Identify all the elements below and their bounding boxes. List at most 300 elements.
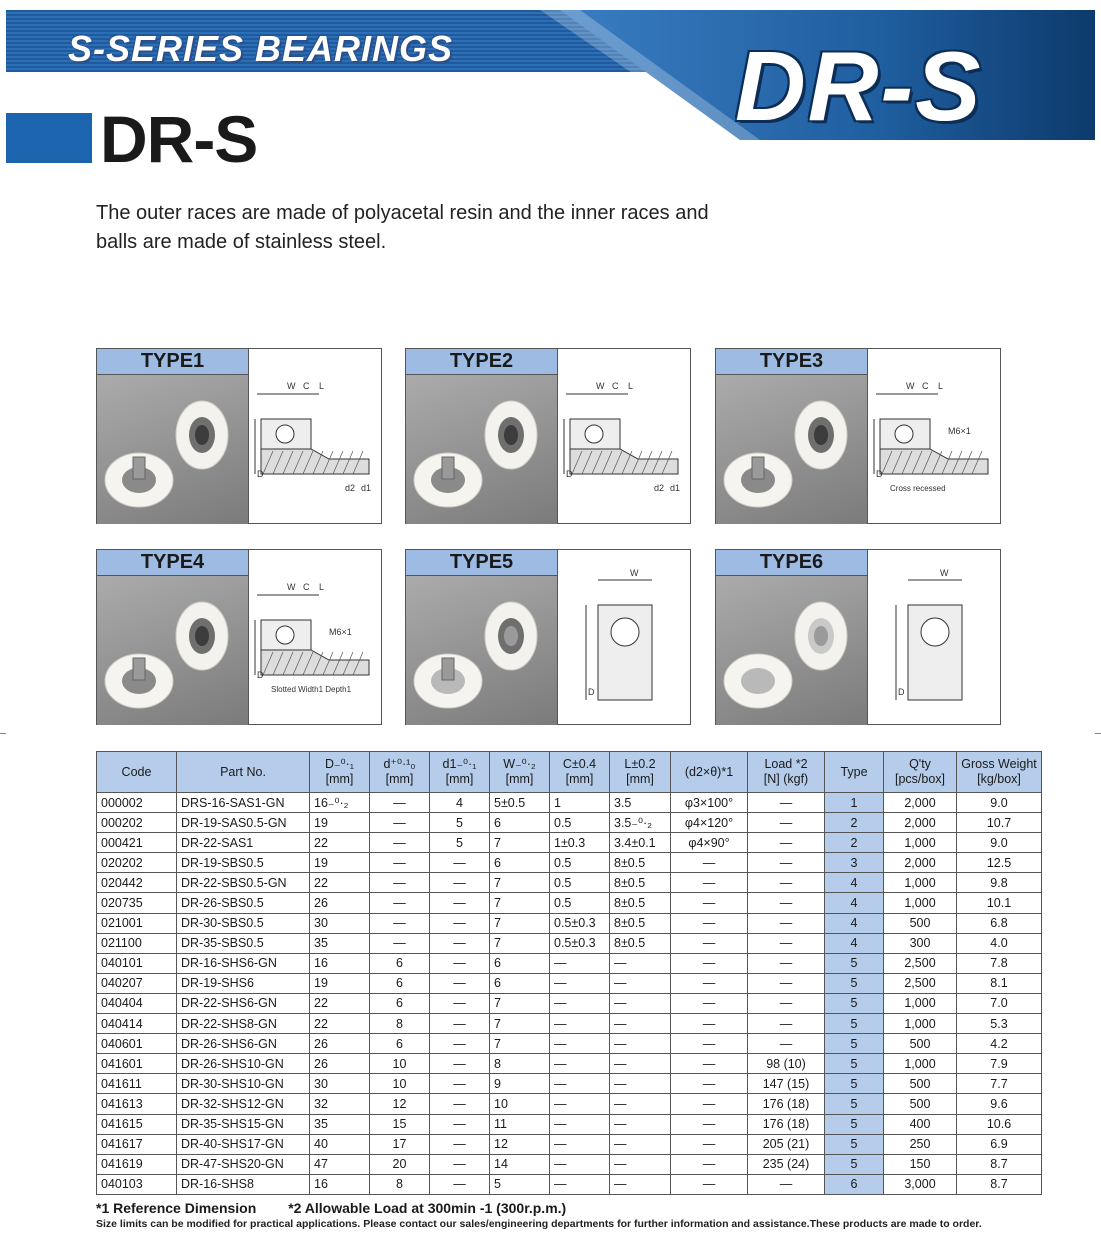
table-cell: — [550, 1054, 610, 1074]
table-cell: — [430, 1174, 490, 1194]
table-cell: 7 [490, 1034, 550, 1054]
table-cell: — [430, 873, 490, 893]
table-cell: 6 [370, 953, 430, 973]
dimension-label: L [319, 381, 325, 391]
table-cell: 6 [370, 993, 430, 1013]
footnote-2: *2 Allowable Load at 300min -1 (300r.p.m.) [288, 1200, 567, 1216]
lower-dimension-label: d1 [670, 483, 681, 493]
table-cell: 7 [490, 1014, 550, 1034]
table-cell: 1,000 [884, 833, 957, 853]
table-cell: 98 (10) [748, 1054, 825, 1074]
bearing-photo [97, 375, 249, 524]
table-cell: 7.8 [957, 953, 1042, 973]
bearing-photo-graphic [97, 576, 248, 725]
cross-section-drawing [249, 349, 381, 523]
table-cell: DR-22-SAS1 [177, 833, 310, 853]
title-accent-bar [6, 113, 92, 163]
dimension-label: W [596, 381, 605, 391]
table-cell: — [430, 1094, 490, 1114]
table-cell: 7 [490, 993, 550, 1013]
table-cell: 22 [310, 1014, 370, 1034]
table-cell: 16 [310, 1174, 370, 1194]
table-cell: — [671, 953, 748, 973]
table-cell: 500 [884, 1034, 957, 1054]
table-cell: — [610, 1074, 671, 1094]
table-cell: 2 [825, 813, 884, 833]
side-dimension-label: D [588, 687, 595, 697]
table-cell: 4 [825, 873, 884, 893]
table-cell: 3.5₋⁰·₂ [610, 813, 671, 833]
table-cell: 40 [310, 1134, 370, 1154]
column-header-label: Code [121, 764, 152, 779]
bearing-photo [406, 576, 558, 725]
lower-dimension-label: d2 [345, 483, 356, 493]
bearing-photo-graphic [97, 375, 248, 524]
lower-dimension-label: d2 [654, 483, 665, 493]
table-cell: — [430, 933, 490, 953]
table-cell: DR-16-SHS6-GN [177, 953, 310, 973]
table-cell: 9 [490, 1074, 550, 1094]
table-row [97, 1094, 1042, 1114]
table-cell: 0.5 [550, 873, 610, 893]
table-cell: — [671, 1174, 748, 1194]
table-cell: 8±0.5 [610, 913, 671, 933]
column-header-label: d1₋⁰·₁ [442, 757, 477, 771]
column-header-unit: [mm] [505, 772, 534, 786]
table-cell: — [748, 933, 825, 953]
table-cell: 2,000 [884, 813, 957, 833]
table-cell: 22 [310, 873, 370, 893]
dimension-label: L [319, 582, 325, 592]
table-cell: 7.0 [957, 993, 1042, 1013]
table-cell: 16₋⁰·₂ [310, 793, 370, 813]
table-cell: 041613 [97, 1094, 177, 1114]
table-cell: — [610, 1174, 671, 1194]
type-card-5 [405, 549, 691, 725]
table-cell: 040404 [97, 993, 177, 1013]
column-header-label: C±0.4 [562, 757, 597, 771]
column-header-label: Load *2 [764, 757, 808, 771]
bearing-photo-graphic [406, 576, 557, 725]
table-row [97, 1154, 1042, 1174]
table-cell: 0.5±0.3 [550, 933, 610, 953]
table-cell: — [671, 933, 748, 953]
dimension-label: W [287, 381, 296, 391]
table-cell: 1,000 [884, 1054, 957, 1074]
table-cell: 205 (21) [748, 1134, 825, 1154]
table-cell: 041619 [97, 1154, 177, 1174]
table-cell: 4.2 [957, 1034, 1042, 1054]
bearing-photo [406, 375, 558, 524]
table-cell: 040103 [97, 1174, 177, 1194]
table-cell: 8.7 [957, 1154, 1042, 1174]
table-cell: 8±0.5 [610, 893, 671, 913]
table-cell: 20 [370, 1154, 430, 1174]
footnote-3: Size limits can be modified for practical applications. Please contact our sales/engineering departments for further information and assistance.These products are made to order. [96, 1218, 982, 1230]
dimension-label: C [922, 381, 929, 391]
table-cell: 020202 [97, 853, 177, 873]
series-title: S-SERIES BEARINGS [68, 28, 454, 69]
type-card-1 [96, 348, 382, 524]
table-cell: 6 [490, 953, 550, 973]
table-cell: 30 [310, 1074, 370, 1094]
dimension-label: W [287, 582, 296, 592]
column-header [430, 752, 490, 793]
table-row [97, 993, 1042, 1013]
table-cell: — [430, 1074, 490, 1094]
table-cell: 7.7 [957, 1074, 1042, 1094]
table-row [97, 1134, 1042, 1154]
table-cell: — [748, 953, 825, 973]
table-cell: DR-19-SAS0.5-GN [177, 813, 310, 833]
table-cell: DR-40-SHS17-GN [177, 1134, 310, 1154]
type-card-4 [96, 549, 382, 725]
table-cell: 2,000 [884, 793, 957, 813]
column-header-unit: [mm] [385, 772, 414, 786]
table-cell: — [671, 1134, 748, 1154]
table-cell: 5 [825, 953, 884, 973]
table-row [97, 1054, 1042, 1074]
table-cell: — [748, 853, 825, 873]
table-cell: DR-22-SHS6-GN [177, 993, 310, 1013]
table-cell: 5±0.5 [490, 793, 550, 813]
table-cell: 8 [370, 1174, 430, 1194]
table-cell: — [550, 1014, 610, 1034]
table-cell: 1,000 [884, 873, 957, 893]
type-label: TYPE5 [406, 550, 558, 576]
table-cell: 4 [430, 793, 490, 813]
table-cell: — [610, 953, 671, 973]
lower-dimension-label: Cross recessed [890, 484, 946, 493]
table-cell: DR-26-SHS6-GN [177, 1034, 310, 1054]
bearing-photo [97, 576, 249, 725]
table-row [97, 973, 1042, 993]
crop-mark-right [1095, 733, 1101, 734]
table-cell: 020442 [97, 873, 177, 893]
table-cell: 0.5 [550, 853, 610, 873]
table-cell: — [550, 993, 610, 1013]
table-cell: 10.1 [957, 893, 1042, 913]
column-header-label: W₋⁰·₂ [503, 757, 536, 771]
table-cell: 0.5±0.3 [550, 913, 610, 933]
table-cell: 3 [825, 853, 884, 873]
table-cell: 1,000 [884, 993, 957, 1013]
table-cell: 2,500 [884, 953, 957, 973]
table-cell: 5 [825, 1134, 884, 1154]
intro-text [96, 199, 816, 257]
table-cell: 5 [825, 1074, 884, 1094]
table-cell: 4 [825, 913, 884, 933]
table-row [97, 1074, 1042, 1094]
column-header [370, 752, 430, 793]
table-cell: 10.7 [957, 813, 1042, 833]
table-cell: 1±0.3 [550, 833, 610, 853]
column-header-unit: [mm] [626, 772, 654, 786]
table-cell: 9.0 [957, 833, 1042, 853]
lower-dimension-label: Slotted Width1 Depth1 [271, 685, 352, 694]
table-cell: — [430, 853, 490, 873]
side-dimension-label: D [876, 469, 883, 479]
table-cell: 5 [430, 813, 490, 833]
table-cell: — [370, 893, 430, 913]
dimension-label: C [303, 381, 310, 391]
table-cell: 2,000 [884, 853, 957, 873]
table-cell: 5 [825, 1014, 884, 1034]
side-dimension-label: D [566, 469, 573, 479]
table-cell: 32 [310, 1094, 370, 1114]
table-cell: DR-22-SBS0.5-GN [177, 873, 310, 893]
column-header-unit: [mm] [325, 772, 354, 786]
table-row [97, 873, 1042, 893]
table-cell: 7 [490, 873, 550, 893]
column-header [748, 752, 825, 793]
side-dimension-label: D [257, 670, 264, 680]
table-cell: — [550, 1154, 610, 1174]
table-cell: 9.0 [957, 793, 1042, 813]
cross-section-drawing [558, 550, 690, 724]
table-cell: — [671, 1154, 748, 1174]
type-label: TYPE6 [716, 550, 868, 576]
table-cell: — [671, 973, 748, 993]
series-logo: DR-S [735, 31, 983, 140]
table-cell: 6.8 [957, 913, 1042, 933]
table-cell: — [430, 1154, 490, 1174]
table-cell: 26 [310, 1034, 370, 1054]
table-cell: — [370, 873, 430, 893]
table-cell: DR-47-SHS20-GN [177, 1154, 310, 1174]
column-header-unit: [kg/box] [977, 772, 1021, 786]
bearing-photo-graphic [716, 576, 867, 725]
column-header [177, 752, 310, 793]
table-cell: DR-35-SBS0.5 [177, 933, 310, 953]
table-cell: DR-32-SHS12-GN [177, 1094, 310, 1114]
table-cell: 10 [370, 1074, 430, 1094]
table-cell: 7.9 [957, 1054, 1042, 1074]
table-cell: DR-19-SHS6 [177, 973, 310, 993]
table-cell: 47 [310, 1154, 370, 1174]
table-cell: 12 [370, 1094, 430, 1114]
table-cell: 041617 [97, 1134, 177, 1154]
type-label: TYPE4 [97, 550, 249, 576]
table-cell: — [671, 893, 748, 913]
column-header-unit: [mm] [565, 772, 594, 786]
table-cell: 10 [370, 1054, 430, 1074]
type-card-6 [715, 549, 1001, 725]
table-cell: — [370, 833, 430, 853]
table-cell: 021001 [97, 913, 177, 933]
table-cell: 8 [490, 1054, 550, 1074]
table-cell: 500 [884, 1094, 957, 1114]
column-header-label: (d2×θ)*1 [684, 764, 734, 779]
table-cell: φ3×100° [671, 793, 748, 813]
table-cell: — [610, 1134, 671, 1154]
table-cell: 1 [550, 793, 610, 813]
table-cell: 6 [490, 813, 550, 833]
table-cell: — [610, 1114, 671, 1134]
table-cell: DR-16-SHS8 [177, 1174, 310, 1194]
table-cell: 500 [884, 913, 957, 933]
table-cell: — [610, 1094, 671, 1114]
table-cell: 150 [884, 1154, 957, 1174]
column-header-label: d⁺⁰·¹₀ [383, 757, 416, 771]
table-cell: 35 [310, 1114, 370, 1134]
table-cell: DR-22-SHS8-GN [177, 1014, 310, 1034]
table-cell: 7 [490, 933, 550, 953]
column-header-unit: [mm] [445, 772, 474, 786]
table-cell: — [671, 1054, 748, 1074]
table-cell: 3.5 [610, 793, 671, 813]
column-header-label: Part No. [220, 764, 266, 779]
table-cell: 26 [310, 893, 370, 913]
bearing-photo-graphic [716, 375, 867, 524]
column-header [884, 752, 957, 793]
dimension-label: C [612, 381, 619, 391]
table-cell: 8 [370, 1014, 430, 1034]
column-header [550, 752, 610, 793]
table-cell: 4 [825, 893, 884, 913]
table-cell: — [550, 1114, 610, 1134]
table-cell: 040414 [97, 1014, 177, 1034]
table-cell: DRS-16-SAS1-GN [177, 793, 310, 813]
dimension-label: W [940, 568, 949, 578]
table-cell: — [610, 1034, 671, 1054]
table-cell: DR-30-SHS10-GN [177, 1074, 310, 1094]
table-row [97, 833, 1042, 853]
table-cell: — [370, 913, 430, 933]
table-row [97, 1174, 1042, 1194]
type-card-3 [715, 348, 1001, 524]
table-cell: 6 [490, 973, 550, 993]
table-row [97, 893, 1042, 913]
cross-section-drawing [868, 349, 1000, 523]
column-header [97, 752, 177, 793]
table-cell: — [748, 1034, 825, 1054]
column-header-label: Gross Weight [961, 757, 1037, 771]
table-cell: — [671, 1014, 748, 1034]
table-cell: 000421 [97, 833, 177, 853]
spec-table [96, 751, 1042, 1195]
table-cell: 10 [490, 1094, 550, 1114]
table-cell: 0.5 [550, 813, 610, 833]
table-cell: 5 [825, 973, 884, 993]
table-cell: 3,000 [884, 1174, 957, 1194]
table-cell: 6.9 [957, 1134, 1042, 1154]
column-header [957, 752, 1042, 793]
column-header-label: L±0.2 [624, 757, 656, 771]
table-cell: φ4×90° [671, 833, 748, 853]
table-cell: — [671, 1034, 748, 1054]
table-cell: 35 [310, 933, 370, 953]
intro-line-2: balls are made of stainless steel. [96, 231, 387, 253]
table-cell: — [748, 893, 825, 913]
table-cell: 19 [310, 813, 370, 833]
table-cell: — [430, 1114, 490, 1134]
column-header-unit: [N] (kgf) [763, 772, 809, 786]
table-row [97, 953, 1042, 973]
side-dimension-label: D [257, 469, 264, 479]
table-cell: — [550, 1074, 610, 1094]
table-cell: 12 [490, 1134, 550, 1154]
table-cell: — [430, 913, 490, 933]
table-cell: 020735 [97, 893, 177, 913]
table-cell: 8.7 [957, 1174, 1042, 1194]
table-row [97, 853, 1042, 873]
table-cell: — [550, 973, 610, 993]
table-cell: φ4×120° [671, 813, 748, 833]
table-cell: 7 [490, 833, 550, 853]
table-cell: 17 [370, 1134, 430, 1154]
table-row [97, 913, 1042, 933]
table-cell: — [671, 913, 748, 933]
table-cell: — [748, 1014, 825, 1034]
bearing-photo [716, 576, 868, 725]
column-header [610, 752, 671, 793]
table-cell: 7 [490, 913, 550, 933]
table-cell: — [748, 793, 825, 813]
table-cell: — [430, 1134, 490, 1154]
table-cell: 147 (15) [748, 1074, 825, 1094]
table-cell: 041615 [97, 1114, 177, 1134]
table-cell: 235 (24) [748, 1154, 825, 1174]
table-cell: 040601 [97, 1034, 177, 1054]
table-cell: 021100 [97, 933, 177, 953]
table-cell: 6 [370, 1034, 430, 1054]
table-cell: 2 [825, 833, 884, 853]
table-cell: — [671, 873, 748, 893]
table-cell: — [671, 1114, 748, 1134]
column-header [671, 752, 748, 793]
table-cell: — [748, 813, 825, 833]
table-cell: 5 [825, 1154, 884, 1174]
table-row [97, 793, 1042, 813]
table-cell: 250 [884, 1134, 957, 1154]
table-cell: 15 [370, 1114, 430, 1134]
table-cell: — [610, 973, 671, 993]
table-cell: 16 [310, 953, 370, 973]
table-cell: 000202 [97, 813, 177, 833]
table-cell: DR-30-SBS0.5 [177, 913, 310, 933]
thread-label: M6×1 [329, 627, 352, 637]
dimension-label: L [628, 381, 634, 391]
type-label: TYPE2 [406, 349, 558, 375]
table-cell: — [748, 833, 825, 853]
table-cell: — [430, 1054, 490, 1074]
table-cell: 5 [825, 1034, 884, 1054]
table-cell: 4 [825, 933, 884, 953]
table-cell: — [430, 993, 490, 1013]
table-cell: — [370, 793, 430, 813]
table-row [97, 1014, 1042, 1034]
table-cell: 5 [825, 1114, 884, 1134]
table-cell: 30 [310, 913, 370, 933]
table-cell: 22 [310, 993, 370, 1013]
type-label: TYPE1 [97, 349, 249, 375]
table-cell: 400 [884, 1114, 957, 1134]
table-cell: 041601 [97, 1054, 177, 1074]
table-cell: 5 [825, 993, 884, 1013]
table-cell: 5 [825, 1054, 884, 1074]
column-header-label: D₋⁰·₁ [324, 757, 355, 771]
footnote-1: *1 Reference Dimension [96, 1200, 257, 1216]
table-cell: DR-26-SHS10-GN [177, 1054, 310, 1074]
dimension-label: C [303, 582, 310, 592]
table-cell: — [430, 893, 490, 913]
table-cell: 8.1 [957, 973, 1042, 993]
table-cell: — [550, 953, 610, 973]
table-cell: — [550, 1034, 610, 1054]
dimension-label: W [906, 381, 915, 391]
table-cell: — [430, 953, 490, 973]
